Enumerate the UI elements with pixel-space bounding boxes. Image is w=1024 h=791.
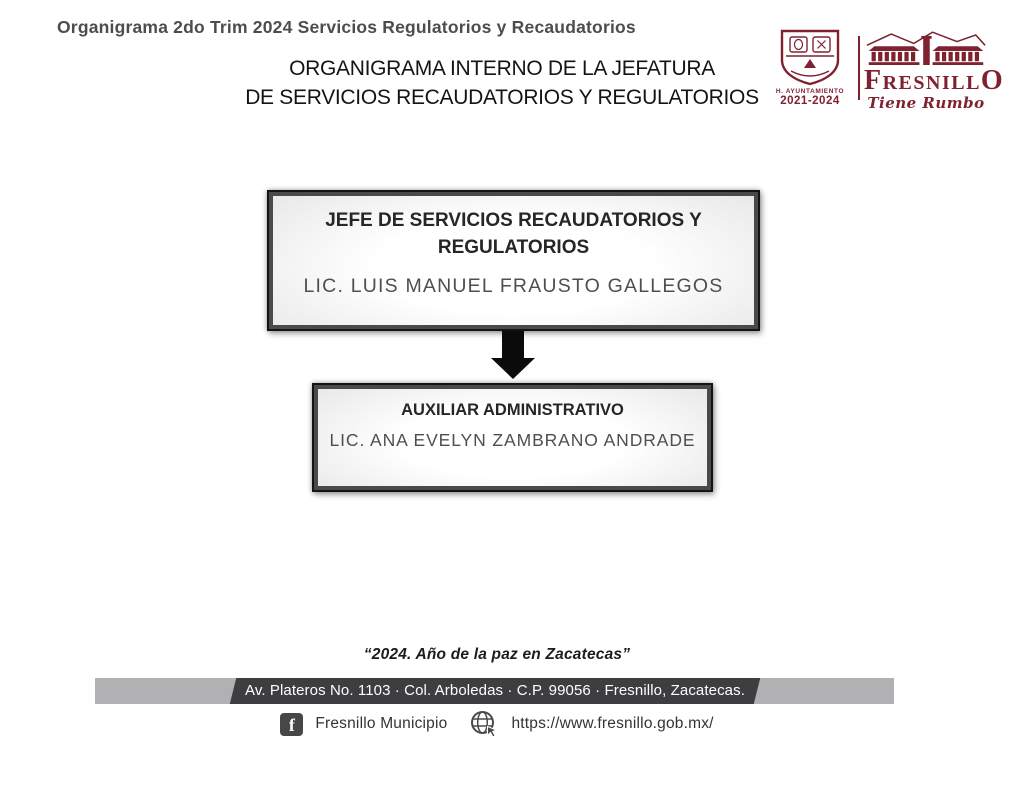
heading-line-1: ORGANIGRAMA INTERNO DE LA JEFATURA [289, 57, 715, 80]
fresnillo-logo [864, 30, 1005, 112]
brand-initial: F [864, 65, 883, 96]
flow-arrow-head-icon [491, 358, 535, 379]
org-node-auxiliar-inner [318, 389, 707, 486]
page-heading [202, 54, 802, 112]
building-icon [865, 30, 987, 70]
social-row [0, 708, 994, 740]
org-node-name: LIC. LUIS MANUEL FRAUSTO GALLEGOS [303, 275, 724, 297]
globe-icon [469, 709, 499, 739]
coat-of-arms-icon [778, 28, 842, 86]
heading-line-2: DE SERVICIOS RECAUDATORIOS Y REGULATORIOS [245, 86, 759, 109]
address-band [229, 678, 759, 704]
seal-caption: H. AYUNTAMIENTO [775, 88, 845, 95]
org-node-title: JEFE DE SERVICIOS RECAUDATORIOS Y REGULATORIOS [325, 210, 702, 258]
brand-name [864, 65, 1005, 96]
seal-years: 2021-2024 [780, 95, 840, 107]
facebook-icon: f [280, 713, 303, 736]
website-url: https://www.fresnillo.gob.mx/ [511, 715, 714, 732]
address-bar [95, 678, 894, 704]
brand-mid: RESNILL [882, 72, 981, 94]
brand-final: O [980, 65, 1005, 96]
org-node-auxiliar [312, 383, 713, 492]
municipal-seal [766, 28, 854, 107]
address-text: Av. Plateros No. 1103 · Col. Arboledas · C.P. 99056 · Fresnillo, Zacatecas. [244, 682, 745, 699]
org-node-jefe [267, 190, 760, 331]
flow-arrow-down-icon [502, 331, 524, 359]
logo-divider [858, 36, 860, 100]
facebook-label: Fresnillo Municipio [315, 715, 448, 732]
org-node-jefe-inner [273, 196, 754, 325]
footer-quote: “2024. Año de la paz en Zacatecas” [363, 646, 631, 663]
org-node-name: LIC. ANA EVELYN ZAMBRANO ANDRADE [329, 430, 696, 450]
brand-tagline: Tiene Rumbo [867, 94, 985, 112]
org-node-title: AUXILIAR ADMINISTRATIVO [401, 401, 624, 419]
doc-title: Organigrama 2do Trim 2024 Servicios Regulatorios y Recaudatorios [57, 17, 636, 37]
